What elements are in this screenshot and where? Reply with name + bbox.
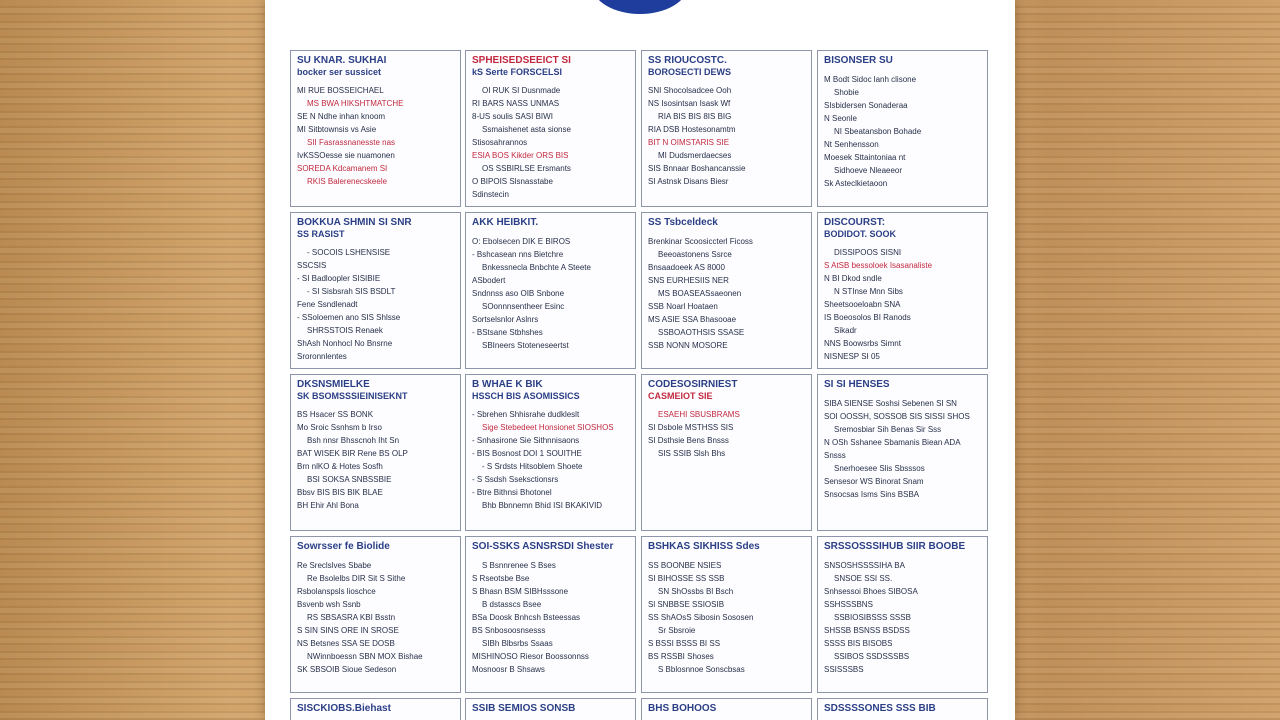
card-line: - SI Badloopler SISIBIE [297, 274, 381, 283]
card-line: MS ASIE SSA Bhasooae [648, 315, 737, 324]
card-title: SOI-SSKS ASNSRSDI Shester [472, 541, 614, 552]
card-line: ASbodert [472, 276, 506, 285]
card-line: - S Ssdsh Sseksctionsrs [472, 475, 559, 484]
card-line: N STInse Mnn Sibs [834, 287, 903, 296]
card-line: SS BOONBE NSIES [648, 561, 722, 570]
card-line: NWinnboessn SBN MOX Bishae [307, 652, 423, 661]
card-line: SSB Noarl Hoataen [648, 302, 718, 311]
card-line: NISNESP SI 05 [824, 352, 880, 361]
card-line: RIA DSB Hostesonamtm [648, 125, 736, 134]
card-line: BH Ehir Ahl Bona [297, 501, 359, 510]
card-line: DISSIPOOS SISNI [834, 248, 902, 257]
card-subtitle: BOROSECTI DEWS [648, 67, 732, 77]
card-line: - Snhasirone Sie Sithnnisaons [472, 436, 580, 445]
card-line: RIA BIS BIS 8IS BIG [658, 112, 732, 121]
card-line: Fene Ssndlenadt [297, 300, 358, 309]
card-line: SS ShAOsS Sibosin Sososen [648, 613, 754, 622]
card-line: Sidhoeve Nleaeeor [834, 166, 903, 175]
card-line: O BIPOIS Slsnasstabe [472, 177, 553, 186]
card-title: SRSSOSSSIHUB SIIR BOOBE [824, 541, 966, 552]
info-card [465, 212, 636, 369]
card-title: CODESOSIRNIEST [648, 379, 738, 390]
card-title: DKSNSMIELKE [297, 379, 370, 390]
card-line: SBIneers Stoteneseertst [482, 341, 569, 350]
card-line: SNSOSHSSSSIHA BA [824, 561, 905, 570]
card-line: S AtSB bessoloek Isasanaliste [824, 261, 933, 270]
card-line: NS Isosintsan Isask Wf [648, 99, 731, 108]
card-line: SI BIHOSSE SS SSB [648, 574, 725, 583]
card-line: ESIA BOS Kikder ORS BIS [472, 151, 569, 160]
card-line: OS SSBIRLSE Ersmants [482, 164, 571, 173]
card-title: SS RIOUCOSTC. [648, 55, 727, 66]
card-line: M Bodt Sidoc lanh clisone [824, 75, 917, 84]
card-line: N OSh Sshanee Sbamanis Biean ADA [824, 438, 961, 447]
card-title: Sowrsser fe Biolide [297, 541, 390, 552]
card-line: SNI Shocolsadcee Ooh [648, 86, 732, 95]
card-line: MI Dudsmerdaecses [658, 151, 732, 160]
card-line: - BIS Bosnost DOI 1 SOUITHE [472, 449, 582, 458]
card-line: S Bsnnrenee S Bses [482, 561, 556, 570]
card-line: BS RSSBI Shoses [648, 652, 714, 661]
card-title: SISCKIOBS.Biehast [297, 703, 391, 714]
info-card [465, 698, 636, 720]
card-line: SSISSSBS [824, 665, 864, 674]
card-line: Sensesor WS Binorat Snam [824, 477, 924, 486]
card-line: SIBh Blbsrbs Ssaas [482, 639, 553, 648]
document-sheet [265, 0, 1015, 720]
card-line: N Seonle [824, 114, 857, 123]
card-line: SOonnnsentheer Esinc [482, 302, 565, 311]
card-line: BS Snbosoosnsesss [472, 626, 546, 635]
card-line: Moesek Sttaintoniaa nt [824, 153, 906, 162]
card-subtitle: CASMEIOT SIE [648, 391, 713, 401]
card-line: MI Sitbtownsis vs Asie [297, 125, 377, 134]
card-line: - BStsane Stbhshes [472, 328, 543, 337]
card-line: Re Sreclslves Sbabe [297, 561, 372, 570]
card-line: Ssmaishenet asta sionse [482, 125, 571, 134]
card-title: SSIB SEMIOS SONSB [472, 703, 576, 714]
card-line: MISHINOSO Riesor Boossonnss [472, 652, 589, 661]
card-line: Bsvenb wsh Ssnb [297, 600, 361, 609]
card-line: B dstasscs Bsee [482, 600, 542, 609]
card-title: BISONSER SU [824, 55, 893, 66]
card-line: 8-US soulis SASI BIWI [472, 112, 553, 121]
card-line: Brenkinar Scoosiccterl Ficoss [648, 237, 753, 246]
card-subtitle: SK BSOMSSSIEINISEKNT [297, 391, 408, 401]
card-line: - S Srdsts Hitsoblem Shoete [482, 462, 583, 471]
card-line: Sroronnlentes [297, 352, 347, 361]
card-subtitle: SS RASIST [297, 229, 345, 239]
card-line: Shobie [834, 88, 859, 97]
card-line: Sige Stebedeet Honsionet SIOSHOS [482, 423, 614, 432]
card-line: Snsss [824, 451, 846, 460]
card-line: SII Fasrassnanesste nas [307, 138, 396, 147]
info-card [817, 374, 988, 531]
card-line: Sndnnss aso OIB Snbone [472, 289, 565, 298]
card-line: BIT N OIMSTARIS SIE [648, 138, 730, 147]
card-line: - Btre Bithnsi Bhotonel [472, 488, 552, 497]
card-line: Mo Sroic Ssnhsm b Irso [297, 423, 382, 432]
card-line: Sr Sbsroie [658, 626, 696, 635]
info-card [817, 698, 988, 720]
card-line: MS BOASEASsaeonen [658, 289, 742, 298]
card-title: BOKKUA SHMIN SI SNR [297, 217, 412, 228]
card-line: - SOCOIS LSHENSISE [307, 248, 391, 257]
card-line: RI BARS NASS UNMAS [472, 99, 560, 108]
info-card [290, 536, 461, 693]
card-line: - SSoloemen ano SIS Shlsse [297, 313, 401, 322]
card-line: S BSSI BSSS BI SS [648, 639, 721, 648]
card-line: S Rseotsbe Bse [472, 574, 530, 583]
card-line: Stisosahrannos [472, 138, 528, 147]
logo-emblem [592, 0, 688, 14]
card-line: BS Hsacer SS BONK [297, 410, 374, 419]
info-card [465, 536, 636, 693]
card-line: SSB NONN MOSORE [648, 341, 728, 350]
card-line: SIS SSIB Slsh Bhs [658, 449, 726, 458]
info-card [641, 50, 812, 207]
card-line: Nt Senhensson [824, 140, 879, 149]
card-line: SK SBSOIB Sioue Sedeson [297, 665, 397, 674]
card-line: ShAsh Nonhocl No Bnsrne [297, 339, 393, 348]
card-line: MI RUE BOSSEICHAEL [297, 86, 384, 95]
card-line: NI Sbeatansbon Bohade [834, 127, 922, 136]
card-line: S Bblosnnoe Sonscbsas [658, 665, 745, 674]
card-line: Rsbolanspsls lioschce [297, 587, 376, 596]
card-line: N BI Dkod sndle [824, 274, 882, 283]
info-card [465, 374, 636, 531]
info-card [290, 212, 461, 369]
card-line: BSa Doosk Bnhcsh Bsteessas [472, 613, 581, 622]
card-line: SI Dsthsie Bens Bnsss [648, 436, 729, 445]
card-line: Snhsessoi Bhoes SIBOSA [824, 587, 918, 596]
card-line: IvKSSOesse sie nuamonen [297, 151, 395, 160]
card-line: BAT WISEK BIR Rene BS OLP [297, 449, 408, 458]
card-line: NS Betsnes SSA SE DOSB [297, 639, 395, 648]
info-card [641, 212, 812, 369]
card-line: Snerhoesee Slis Sbsssos [834, 464, 925, 473]
card-line: ESAEHI SBUSBRAMS [658, 410, 740, 419]
card-line: Sheetsooeloabn SNA [824, 300, 901, 309]
info-card [817, 212, 988, 369]
info-card [641, 698, 812, 720]
card-line: SSBOAOTHSIS SSASE [658, 328, 745, 337]
card-line: Sortselsnlor Aslnrs [472, 315, 539, 324]
card-line: BSI SOKSA SNBSSBIE [307, 475, 392, 484]
card-line: Sremosbiar Sih Benas Sir Sss [834, 425, 942, 434]
card-line: Bnsaadoeek AS 8000 [648, 263, 725, 272]
card-subtitle: bocker ser sussicet [297, 67, 382, 77]
card-line: SSBIOSIBSSS SSSB [834, 613, 911, 622]
card-line: SSCSIS [297, 261, 327, 270]
card-line: SI Astnsk Disans Biesr [648, 177, 729, 186]
card-line: SOREDA Kdcamanem SI [297, 164, 388, 173]
card-title: SI SI HENSES [824, 379, 890, 390]
card-line: Bbsv BIS BIS BIK BLAE [297, 488, 383, 497]
card-title: B WHAE K BIK [472, 379, 543, 390]
card-line: SIS Bnnaar Boshancanssie [648, 164, 746, 173]
card-line: SNS EURHESIIS NER [648, 276, 729, 285]
card-line: OI RUK SI Dusnmade [482, 86, 561, 95]
card-line: - Bshcasean nns Bietchre [472, 250, 564, 259]
card-line: SSHSSSBNS [824, 600, 873, 609]
info-card [641, 536, 812, 693]
card-line: S SIN SINS ORE IN SROSE [297, 626, 399, 635]
info-card [641, 374, 812, 531]
card-line: SN ShOssbs Bl Bsch [658, 587, 734, 596]
card-line: RS SBSASRA KBI Bsstn [307, 613, 396, 622]
card-line: MS BWA HIKSHTMATCHE [307, 99, 404, 108]
info-card [465, 50, 636, 207]
card-line: SI Dsbole MSTHSS SIS [648, 423, 734, 432]
card-line: O: Ebolsecen DIK E BIROS [472, 237, 571, 246]
card-line: Mosnoosr B Shsaws [472, 665, 545, 674]
card-title: BSHKAS SIKHISS Sdes [648, 541, 760, 552]
card-title: SS Tsbceldeck [648, 217, 718, 228]
card-line: RKIS Balerenecskeele [307, 177, 388, 186]
card-line: Re Bsolelbs DIR Sit S Sithe [307, 574, 406, 583]
card-subtitle: kS Serte FORSCELSI [472, 67, 563, 77]
info-card [290, 374, 461, 531]
card-title: DISCOURST: [824, 217, 886, 228]
info-card [290, 50, 461, 207]
card-line: Beeoastonens Ssrce [658, 250, 732, 259]
card-title: SDSSSSONES SSS BIB [824, 703, 936, 714]
card-line: Bnkessnecla Bnbchte A Steete [482, 263, 591, 272]
card-line: SNSOE SSI SS. [834, 574, 893, 583]
card-line: SSIBOS SSDSSSBS [834, 652, 910, 661]
info-card [817, 50, 988, 207]
card-line: S Bhasn BSM SIBHsssone [472, 587, 569, 596]
card-line: Sk Asteclkietaoon [824, 179, 888, 188]
card-line: Sl SNBBSE SSIOSIB [648, 600, 725, 609]
card-line: SE N Ndhe inhan knoom [297, 112, 386, 121]
card-subtitle: BODIDOT. SOOK [824, 229, 897, 239]
info-card [290, 698, 461, 720]
card-line: SSSS BIS BISOBS [824, 639, 893, 648]
card-title: AKK HEIBKIT. [472, 217, 539, 228]
card-subtitle: HSSCH BIS ASOMISSICS [472, 391, 580, 401]
card-line: - Sbrehen Shhisrahe dudkleslt [472, 410, 580, 419]
card-line: Bhb Bbnnemn Bhid ISI BKAKIVID [482, 501, 603, 510]
card-line: SHSSB BSNSS BSDSS [824, 626, 910, 635]
info-card [817, 536, 988, 693]
card-line: SIBA SIENSE Soshsi Sebenen SI SN [824, 399, 957, 408]
card-title: SU KNAR. SUKHAI [297, 55, 387, 66]
card-line: SIsbidersen Sonaderaa [824, 101, 908, 110]
card-line: SHRSSTOIS Renaek [307, 326, 383, 335]
card-title: SPHEISEDSEEICT SI [472, 55, 571, 66]
card-line: NNS Boowsrbs Simnt [824, 339, 901, 348]
card-line: SOI OOSSH, SOSSOB SIS SISSI SHOS [824, 412, 970, 421]
card-title: BHS BOHOOS [648, 703, 717, 714]
card-line: Sikadr [834, 326, 857, 335]
card-line: Bsh nnsr Bhsscnoh Iht Sn [307, 436, 400, 445]
card-line: Snsocsas Isms Sins BSBA [824, 490, 920, 499]
card-line: Sdinstecin [472, 190, 509, 199]
card-line: - SI Sisbsrah SIS BSDLT [307, 287, 396, 296]
card-line: Brn nlKO & Hotes Sosfh [297, 462, 383, 471]
card-line: IS Boeosolos BI Ranods [824, 313, 911, 322]
